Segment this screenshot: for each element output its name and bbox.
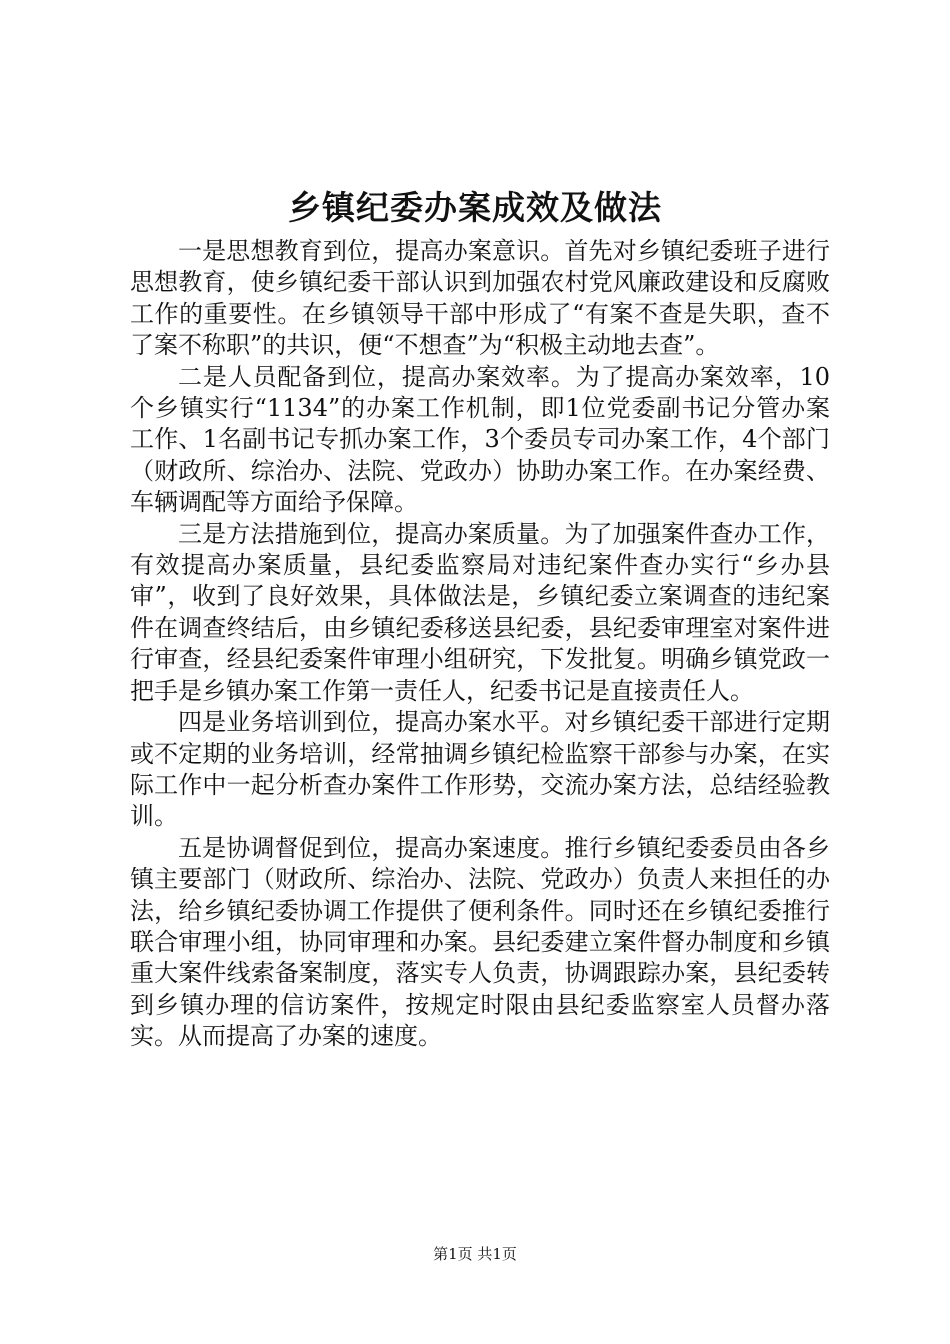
document-body bbox=[130, 236, 830, 1053]
paragraph-2: 二是人员配备到位，提高办案效率。为了提高办案效率，10个乡镇实行“1134”的办案工作机制，即1位党委副书记分管办案工作、1名副书记专抓办案工作，3个委员专司办案工作，4个部门（财政所、综治办、法院、党政办）协助办案工作。在办案经费、车辆调配等方面给予保障。 bbox=[130, 362, 830, 517]
paragraph-1: 一是思想教育到位，提高办案意识。首先对乡镇纪委班子进行思想教育，使乡镇纪委干部认识到加强农村党风廉政建设和反腐败工作的重要性。在乡镇领导干部中形成了“有案不查是失职，查不了案不称职”的共识，便“不想查”为“积极主动地去查”。 bbox=[130, 237, 830, 360]
page-footer: 第1页 共1页 bbox=[433, 1245, 517, 1263]
paragraph-5: 五是协调督促到位，提高办案速度。推行乡镇纪委委员由各乡镇主要部门（财政所、综治办、法院、党政办）负责人来担任的办法，给乡镇纪委协调工作提供了便利条件。同时还在乡镇纪委推行联合审理小组，协同审理和办案。县纪委建立案件督办制度和乡镇重大案件线索备案制度，落实专人负责，协调跟踪办案，县纪委转到乡镇办理的信访案件，按规定时限由县纪委监察室人员督办落实。从而提高了办案的速度。 bbox=[130, 833, 830, 1051]
page-title: 乡镇纪委办案成效及做法 bbox=[288, 188, 662, 227]
paragraph-3: 三是方法措施到位，提高办案质量。为了加强案件查办工作，有效提高办案质量，县纪委监察局对违纪案件查办实行“乡办县审”，收到了良好效果，具体做法是，乡镇纪委立案调查的违纪案件在调查终结后，由乡镇纪委移送县纪委，县纪委审理室对案件进行审查，经县纪委案件审理小组研究，下发批复。明确乡镇党政一把手是乡镇办案工作第一责任人，纪委书记是直接责任人。 bbox=[130, 519, 830, 705]
paragraph-4: 四是业务培训到位，提高办案水平。对乡镇纪委干部进行定期或不定期的业务培训，经常抽调乡镇纪检监察干部参与办案，在实际工作中一起分析查办案件工作形势，交流办案方法，总结经验教训。 bbox=[130, 708, 830, 831]
